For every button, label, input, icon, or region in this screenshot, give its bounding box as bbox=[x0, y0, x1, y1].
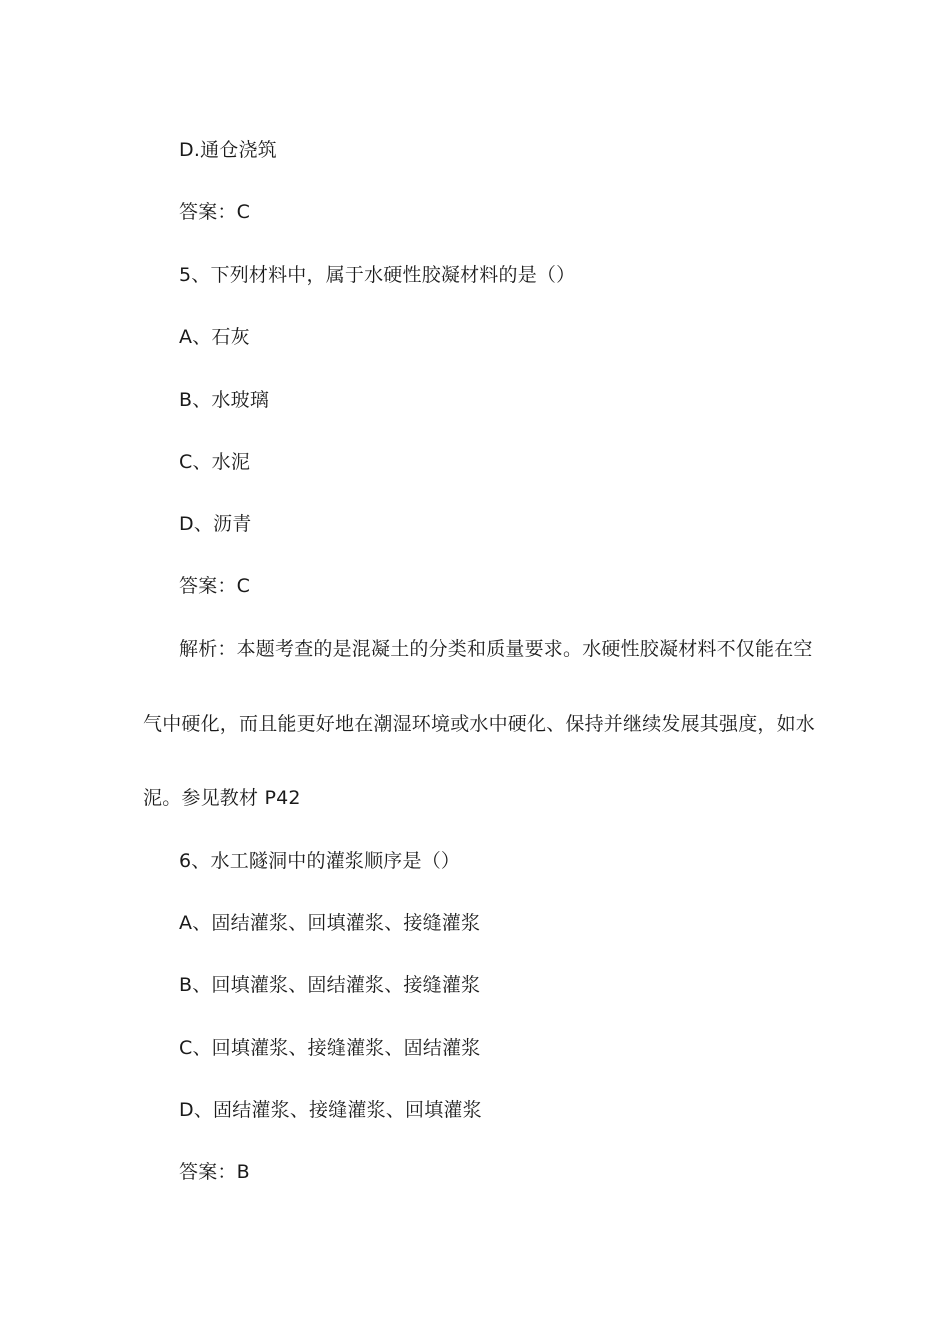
q6-answer: 答案：B bbox=[179, 1161, 250, 1183]
q5-analysis-line-3: 泥。参见教材 P42 bbox=[143, 787, 301, 809]
q4-answer: 答案：C bbox=[179, 201, 251, 223]
q5-option-b: B、水玻璃 bbox=[179, 389, 270, 411]
q6-stem: 6、水工隧洞中的灌浆顺序是（） bbox=[179, 850, 461, 872]
q5-option-d: D、沥青 bbox=[179, 513, 252, 535]
q5-analysis-line-1: 解析：本题考查的是混凝土的分类和质量要求。水硬性胶凝材料不仅能在空 bbox=[179, 638, 813, 660]
q5-stem: 5、下列材料中，属于水硬性胶凝材料的是（） bbox=[179, 264, 576, 286]
q5-analysis-line-2: 气中硬化，而且能更好地在潮湿环境或水中硬化、保持并继续发展其强度，如水 bbox=[143, 713, 816, 735]
q5-option-c: C、水泥 bbox=[179, 451, 251, 473]
q5-answer: 答案：C bbox=[179, 575, 251, 597]
q6-option-a: A、固结灌浆、回填灌浆、接缝灌浆 bbox=[179, 912, 481, 934]
q6-option-c: C、回填灌浆、接缝灌浆、固结灌浆 bbox=[179, 1037, 481, 1059]
q6-option-d: D、固结灌浆、接缝灌浆、回填灌浆 bbox=[179, 1099, 482, 1121]
q6-option-b: B、回填灌浆、固结灌浆、接缝灌浆 bbox=[179, 974, 481, 996]
q5-option-a: A、石灰 bbox=[179, 326, 250, 348]
q4-option-d: D.通仓浇筑 bbox=[179, 139, 277, 161]
